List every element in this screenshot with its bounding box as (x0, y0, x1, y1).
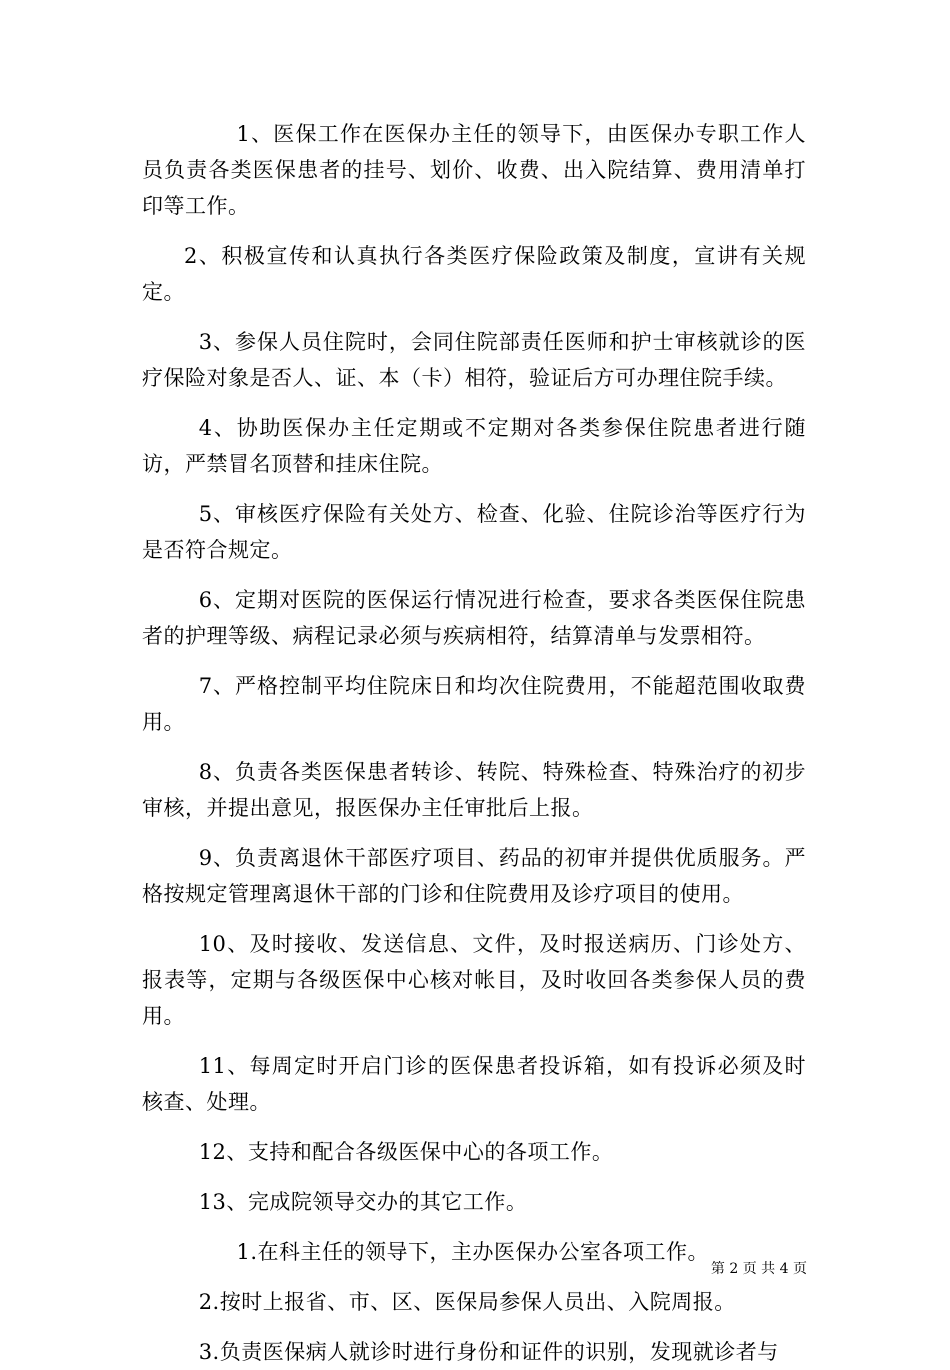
paragraph-8: 8、负责各类医保患者转诊、转院、特殊检查、特殊治疗的初步审核，并提出意见，报医保办主任审批后上报。 (142, 760, 806, 820)
paragraph-12: 12、支持和配合各级医保中心的各项工作。 (198, 1140, 614, 1164)
paragraph-6: 6、定期对医院的医保运行情况进行检查，要求各类医保住院患者的护理等级、病程记录必须与疾病相符，结算清单与发票相符。 (142, 588, 806, 648)
paragraph-11: 11、每周定时开启门诊的医保患者投诉箱，如有投诉必须及时核查、处理。 (142, 1054, 806, 1114)
paragraph-7: 7、严格控制平均住院床日和均次住院费用，不能超范围收取费用。 (142, 674, 806, 734)
paragraph-10: 10、及时接收、发送信息、文件，及时报送病历、门诊处方、报表等，定期与各级医保中心核对帐目，及时收回各类参保人员的费用。 (142, 932, 806, 1028)
paragraph-4: 4、协助医保办主任定期或不定期对各类参保住院患者进行随访，严禁冒名顶替和挂床住院。 (142, 416, 806, 476)
document-body (142, 116, 806, 1370)
paragraph-15: 2.按时上报省、市、区、医保局参保人员出、入院周报。 (198, 1290, 736, 1314)
paragraph-9: 9、负责离退休干部医疗项目、药品的初审并提供优质服务。严格按规定管理离退休干部的门诊和住院费用及诊疗项目的使用。 (142, 846, 806, 906)
page-number: 第 2 页 共 4 页 (710, 1261, 807, 1277)
paragraph-13: 13、完成院领导交办的其它工作。 (198, 1190, 528, 1214)
paragraph-2: 2、积极宣传和认真执行各类医疗保险政策及制度，宣讲有关规定。 (142, 244, 806, 304)
paragraph-16: 3.负责医保病人就诊时进行身份和证件的识别，发现就诊者与 (198, 1340, 779, 1364)
paragraph-5: 5、审核医疗保险有关处方、检查、化验、住院诊治等医疗行为是否符合规定。 (142, 502, 806, 562)
paragraph-3: 3、参保人员住院时，会同住院部责任医师和护士审核就诊的医疗保险对象是否人、证、本（卡）相符，验证后方可办理住院手续。 (142, 330, 806, 390)
paragraph-14: 1.在科主任的领导下，主办医保办公室各项工作。 (236, 1240, 710, 1264)
paragraph-1: 1、医保工作在医保办主任的领导下，由医保办专职工作人员负责各类医保患者的挂号、划价、收费、出入院结算、费用清单打印等工作。 (142, 122, 806, 218)
